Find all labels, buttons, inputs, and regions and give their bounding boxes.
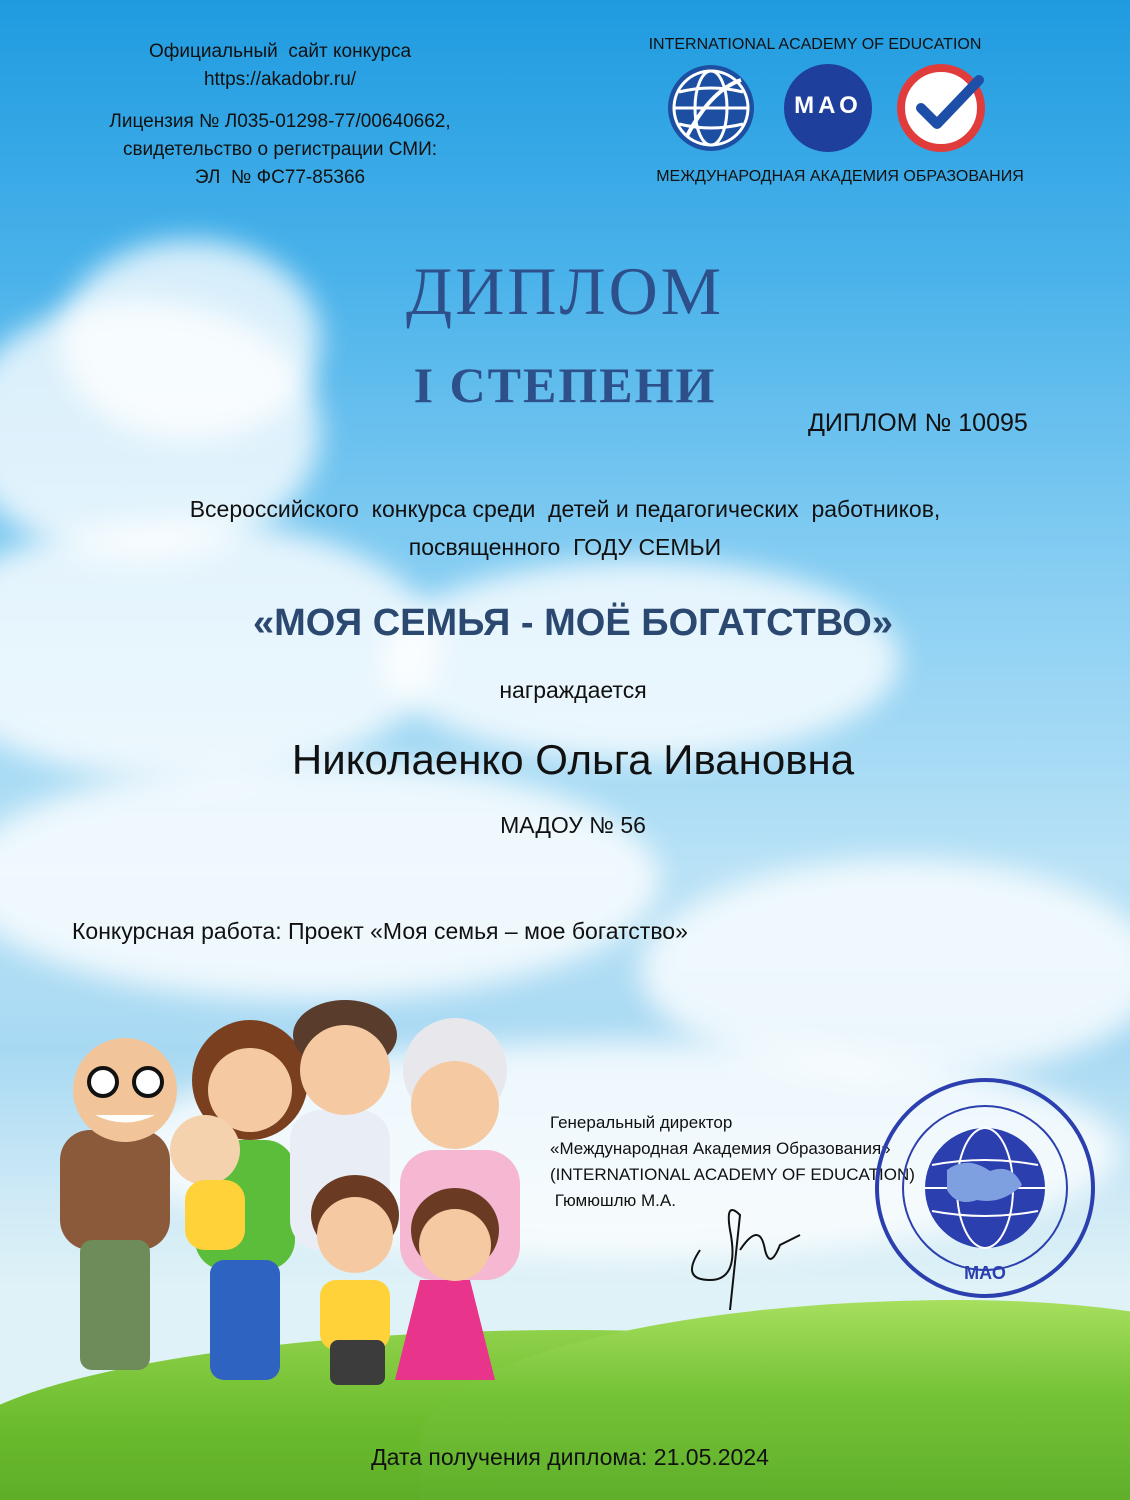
mao-logo-text: МАО — [794, 92, 862, 119]
checkmark-circle-icon — [895, 62, 987, 154]
director-org-ru: «Международная Академия Образования» — [550, 1139, 891, 1158]
diploma-number: ДИПЛОМ № 10095 — [808, 409, 1028, 437]
director-title: Генеральный директор — [550, 1113, 733, 1132]
seal-center-text: МАО — [964, 1263, 1006, 1283]
director-name: Гюмюшлю М.А. — [550, 1191, 676, 1210]
org-name-ru: МЕЖДУНАРОДНАЯ АКАДЕМИЯ ОБРАЗОВАНИЯ — [656, 168, 1024, 185]
license-line: свидетельство о регистрации СМИ: — [122, 139, 438, 160]
org-name-en: INTERNATIONAL ACADEMY OF EDUCATION — [648, 36, 982, 53]
site-url: https://akadobr.ru/ — [203, 69, 357, 90]
contest-line: Всероссийского конкурса среди детей и педагогических работников, — [189, 496, 941, 522]
site-license-info — [60, 38, 500, 192]
director-org-en: (INTERNATIONAL ACADEMY OF EDUCATION) — [550, 1165, 915, 1184]
cloud — [0, 760, 660, 1000]
contest-work: Конкурсная работа: Проект «Моя семья – мое богатство» — [72, 918, 688, 944]
mao-logo — [782, 62, 874, 154]
license-line: ЭЛ № ФС77-85366 — [194, 167, 366, 188]
contest-line: посвященного ГОДУ СЕМЬИ — [408, 534, 722, 560]
academy-seal — [872, 1075, 1098, 1301]
signature — [670, 1190, 810, 1325]
issue-date: Дата получения диплома: 21.05.2024 — [371, 1444, 769, 1470]
contest-theme: «МОЯ СЕМЬЯ - МОЁ БОГАТСТВО» — [253, 602, 893, 644]
recipient-name: Николаенко Ольга Ивановна — [291, 736, 855, 783]
diploma-title: ДИПЛОМ — [405, 253, 725, 329]
recipient-organization: МАДОУ № 56 — [500, 812, 646, 838]
contest-description — [0, 490, 1130, 566]
awarded-label: награждается — [499, 677, 647, 703]
site-line: Официальный сайт конкурса — [148, 41, 412, 62]
globe-grid-icon — [665, 62, 757, 154]
site-line — [60, 94, 500, 108]
family-illustration — [0, 990, 560, 1410]
license-line: Лицензия № Л035-01298-77/00640662, — [109, 111, 451, 132]
diploma-degree: I СТЕПЕНИ — [413, 357, 717, 413]
cloud — [380, 560, 900, 760]
